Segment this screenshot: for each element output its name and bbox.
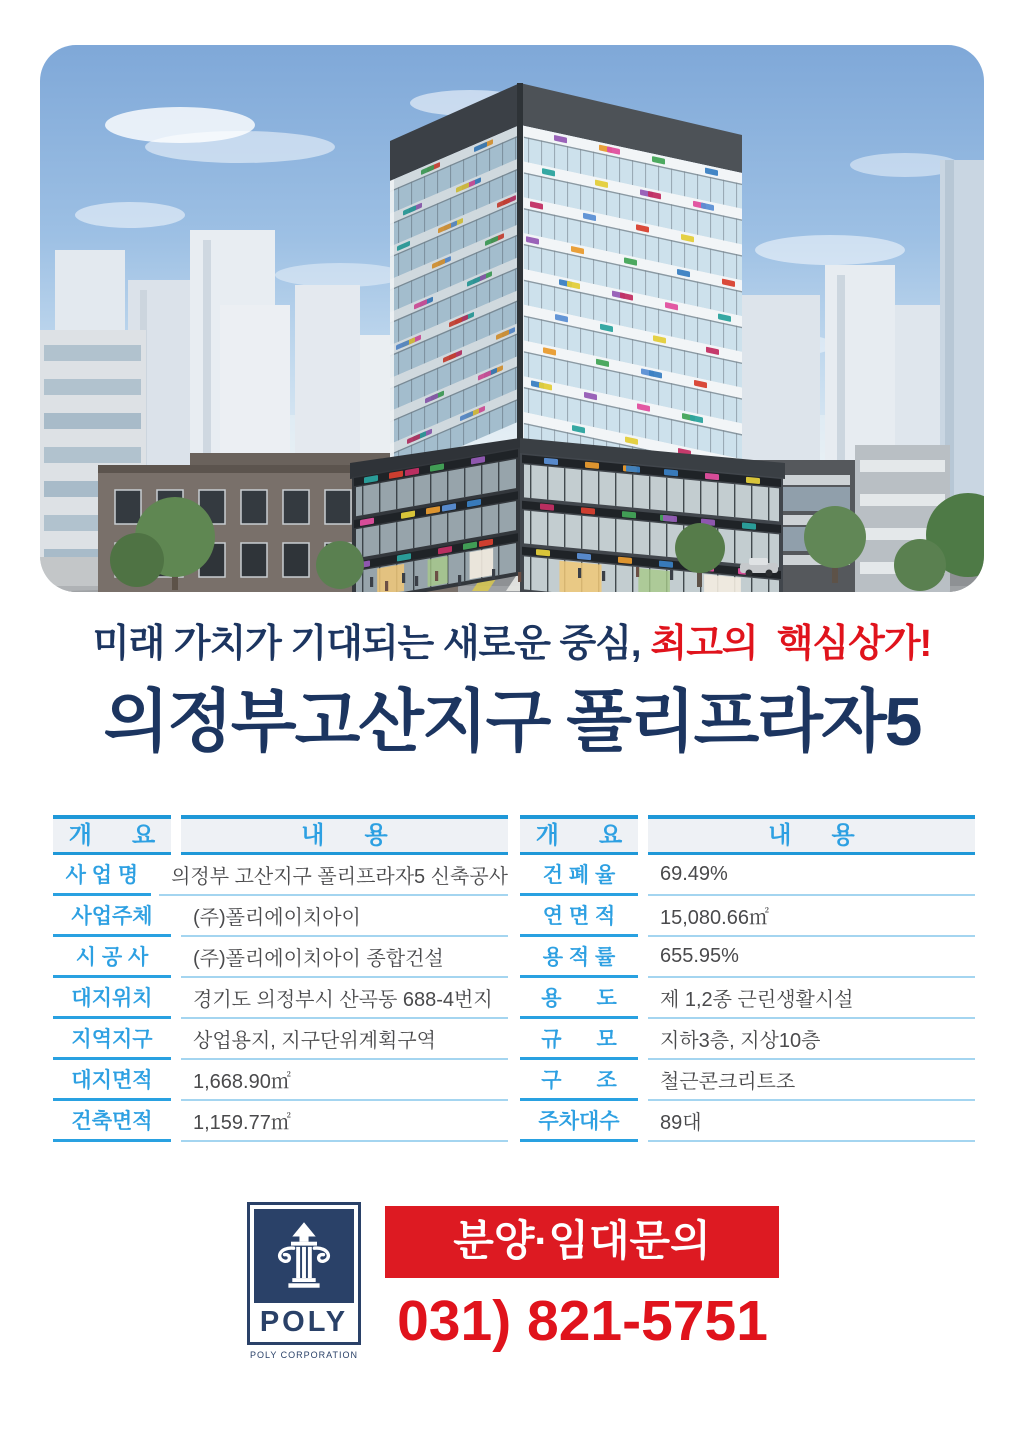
table-row (520, 855, 975, 896)
table-row (53, 855, 508, 896)
right-spec-table (520, 815, 975, 1142)
row-label: 건축면적 (53, 1101, 171, 1142)
table-header-row (53, 815, 508, 855)
row-value: (주)폴리에이치아이 (181, 896, 508, 937)
header-overview: 개 요 (520, 815, 638, 855)
row-value: 15,080.66㎡ (648, 896, 975, 937)
column-gutter (171, 937, 181, 978)
row-value: 지하3층, 지상10층 (648, 1019, 975, 1060)
row-value: (주)폴리에이치아이 종합건설 (181, 937, 508, 978)
row-label: 지역지구 (53, 1019, 171, 1060)
column-gutter (638, 937, 648, 978)
inquiry-banner: 분양·임대문의 (385, 1206, 779, 1278)
table-row (520, 937, 975, 978)
tower-corner (517, 83, 523, 449)
page-title: 의정부고산지구 폴리프라자5 (103, 684, 921, 760)
main-tower (350, 83, 785, 592)
row-value: 69.49% (648, 855, 975, 896)
row-label: 규 모 (520, 1019, 638, 1060)
column-gutter (638, 855, 648, 896)
table-header-row (520, 815, 975, 855)
row-value: 655.95% (648, 937, 975, 978)
header-overview: 개 요 (53, 815, 171, 855)
headline-prefix: 미래 가치가 기대되는 새로운 중심, (92, 623, 641, 665)
column-gutter (171, 896, 181, 937)
table-row (520, 896, 975, 937)
table-row (53, 1060, 508, 1101)
row-value: 경기도 의정부시 산곡동 688-4번지 (181, 978, 508, 1019)
building-rendering-scene (40, 45, 984, 592)
header-content: 내 용 (181, 815, 508, 855)
table-row (53, 937, 508, 978)
table-row (53, 1019, 508, 1060)
row-label: 용 적 률 (520, 937, 638, 978)
table-row (520, 1101, 975, 1142)
row-value: 1,668.90㎡ (181, 1060, 508, 1101)
column-gutter (151, 855, 159, 896)
column-gutter (638, 815, 648, 855)
headline-highlight: 최고의 핵심상가! (650, 623, 932, 665)
building-rendering (40, 45, 984, 592)
table-row (520, 1019, 975, 1060)
row-label: 사 업 명 (53, 855, 151, 896)
spec-tables (53, 815, 975, 1142)
table-row (53, 978, 508, 1019)
column-gutter (638, 1101, 648, 1142)
headline (0, 612, 1024, 667)
column-gutter (638, 1019, 648, 1060)
table-row (520, 978, 975, 1019)
row-label: 용 도 (520, 978, 638, 1019)
row-value: 1,159.77㎡ (181, 1101, 508, 1142)
column-gutter (171, 815, 181, 855)
poly-logo-caption: POLY CORPORATION (249, 1350, 359, 1360)
column-gutter (638, 896, 648, 937)
poly-column-icon (254, 1209, 354, 1303)
row-label: 구 조 (520, 1060, 638, 1101)
column-gutter (171, 1101, 181, 1142)
row-label: 시 공 사 (53, 937, 171, 978)
tower-facade-right (520, 125, 742, 495)
column-gutter (638, 978, 648, 1019)
row-label: 대지면적 (53, 1060, 171, 1101)
column-gutter (171, 1019, 181, 1060)
row-value: 철근콘크리트조 (648, 1060, 975, 1101)
row-label: 주차대수 (520, 1101, 638, 1142)
row-value: 제 1,2종 근린생활시설 (648, 978, 975, 1019)
column-gutter (171, 978, 181, 1019)
row-label: 연 면 적 (520, 896, 638, 937)
left-spec-table (53, 815, 508, 1142)
row-label: 대지위치 (53, 978, 171, 1019)
header-content: 내 용 (648, 815, 975, 855)
row-value: 89대 (648, 1101, 975, 1142)
poly-logo-text: POLY (259, 1306, 349, 1338)
table-row (53, 896, 508, 937)
tower-facade-left (390, 125, 520, 477)
row-value: 상업용지, 지구단위계획구역 (181, 1019, 508, 1060)
row-value: 의정부 고산지구 폴리프라자5 신축공사 (159, 855, 508, 896)
row-label: 건 폐 율 (520, 855, 638, 896)
row-label: 사업주체 (53, 896, 171, 937)
column-gutter (171, 1060, 181, 1101)
table-row (53, 1101, 508, 1142)
column-gutter (638, 1060, 648, 1101)
table-row (520, 1060, 975, 1101)
phone-number: 031) 821-5751 (397, 1289, 768, 1353)
